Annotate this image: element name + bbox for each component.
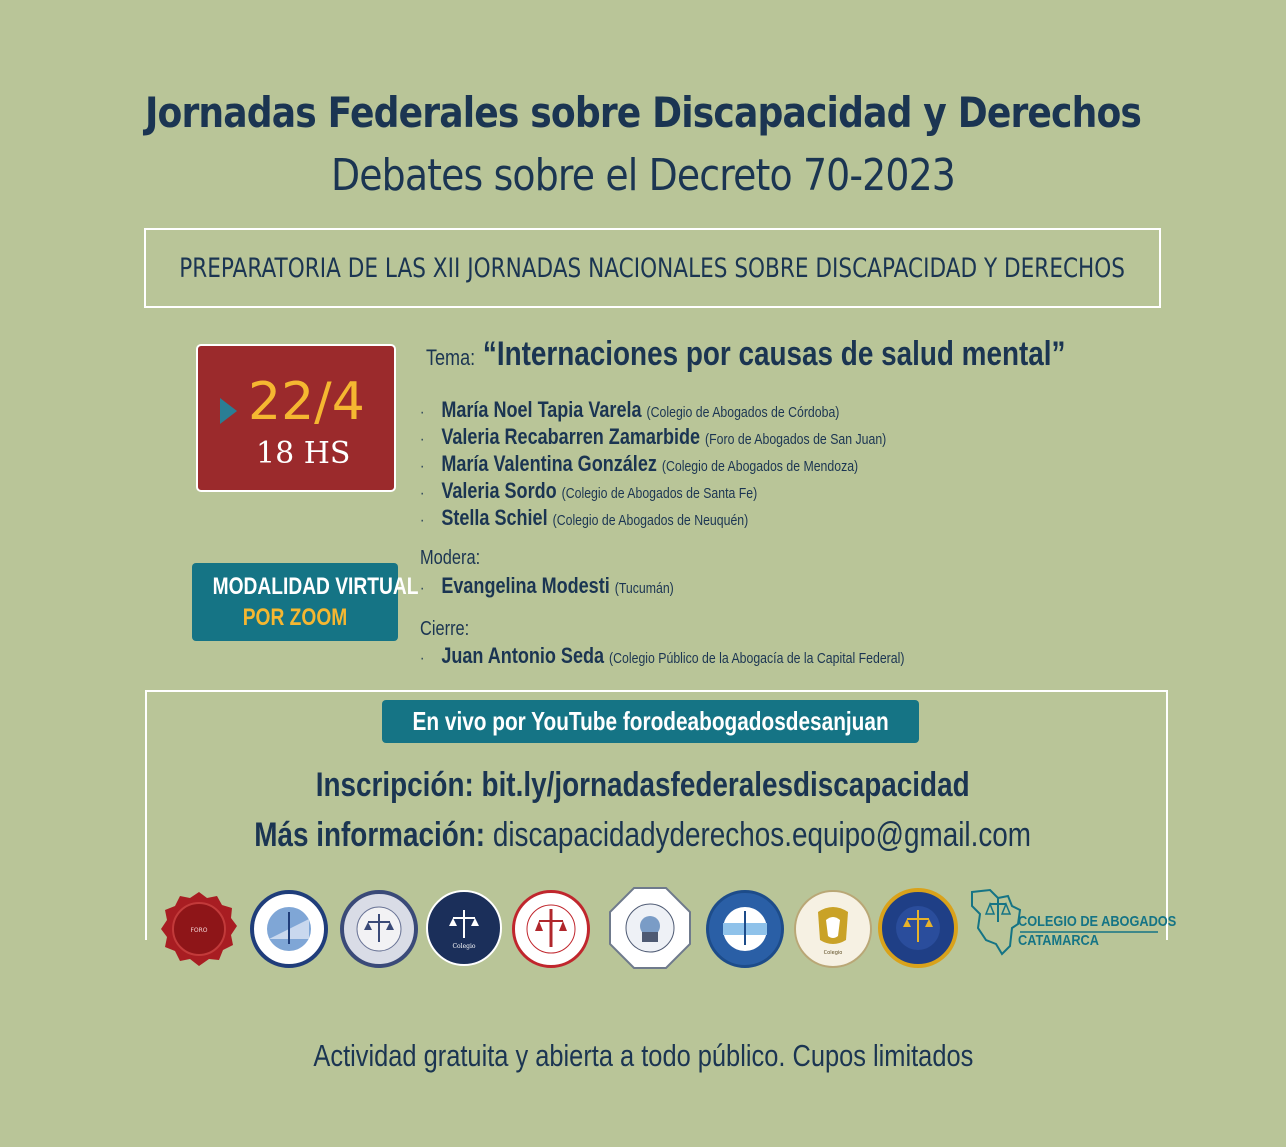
- modera-list: [420, 573, 729, 600]
- colegio-abogados-cordoba-logo: [250, 890, 328, 968]
- svg-text:Colegio: Colegio: [452, 943, 476, 950]
- date-badge: [196, 344, 396, 492]
- speaker-affiliation: (Colegio de Abogados de Mendoza): [661, 458, 859, 475]
- moderator-name: Evangelina Modesti: [441, 573, 610, 598]
- youtube-banner[interactable]: [382, 700, 919, 743]
- speaker-affiliation: (Colegio de Abogados de Córdoba): [646, 404, 840, 421]
- list-item: [420, 478, 989, 505]
- speaker-affiliation: (Colegio de Abogados de Santa Fe): [561, 485, 758, 502]
- event-title: Jornadas Federales sobre Discapacidad y Derechos: [144, 88, 1142, 137]
- speaker-name: Valeria Sordo: [441, 478, 557, 503]
- colegio-abogados-procuradores-logo: [512, 890, 590, 968]
- more-info-label: Más información:: [254, 816, 486, 854]
- bullet: ·: [420, 485, 425, 502]
- bullet: ·: [420, 404, 425, 421]
- more-info-line: [0, 816, 1286, 855]
- colegio-abogados-catamarca-logo: [968, 888, 1177, 958]
- list-item: [420, 424, 989, 451]
- bullet: ·: [420, 431, 425, 448]
- bullet: ·: [420, 580, 425, 597]
- registration-link[interactable]: bit.ly/jornadasfederalesdiscapacidad: [481, 766, 970, 804]
- bullet: ·: [420, 650, 425, 667]
- bullet: ·: [420, 458, 425, 475]
- list-item: [420, 573, 729, 600]
- footer-note: [0, 1038, 1286, 1074]
- list-item: [420, 451, 989, 478]
- event-subtitle: Debates sobre el Decreto 70-2023: [330, 150, 956, 201]
- colegio-publico-capital-federal-logo: [608, 886, 692, 970]
- speaker-name: María Valentina González: [441, 451, 657, 476]
- cierre-list: [420, 643, 1011, 670]
- list-item: [420, 397, 989, 424]
- speaker-name: Stella Schiel: [441, 505, 548, 530]
- registration-label: Inscripción:: [316, 766, 475, 804]
- foro-abogados-san-juan-logo: [160, 890, 238, 968]
- speaker-name: María Noel Tapia Varela: [441, 397, 642, 422]
- speaker-list: [420, 397, 989, 532]
- colegio-abogados-navy-logo: [426, 890, 502, 966]
- colegio-abogados-circunscripcion-logo: [794, 890, 872, 968]
- modality-line2: POR ZOOM: [242, 604, 348, 631]
- svg-text:Colegio: Colegio: [823, 950, 843, 956]
- preparatoria-text: PREPARATORIA DE LAS XII JORNADAS NACIONALES SOBRE DISCAPACIDAD Y DERECHOS: [179, 252, 1126, 284]
- registration-line: [0, 766, 1286, 805]
- bullet: ·: [420, 512, 425, 529]
- cierre-label: Cierre:: [420, 618, 470, 640]
- contact-email[interactable]: discapacidadyderechos.equipo@gmail.com: [493, 816, 1032, 854]
- speaker-affiliation: (Foro de Abogados de San Juan): [705, 431, 887, 448]
- modality-badge: [192, 563, 419, 641]
- colegio-abogados-tucuman-logo: [340, 890, 418, 968]
- speaker-affiliation: (Colegio de Abogados de Neuquén): [552, 512, 749, 529]
- svg-text:FORO: FORO: [190, 927, 208, 934]
- tema-value: “Internaciones por causas de salud mental”: [482, 335, 1066, 373]
- closing-speaker-affiliation: (Colegio Público de la Abogacía de la Capital Federal): [609, 650, 905, 667]
- preparatoria-box: [144, 228, 1161, 308]
- modality-line1: MODALIDAD VIRTUAL: [212, 573, 419, 600]
- colegio-abogados-rafaela-logo: [878, 888, 958, 968]
- tema: [426, 335, 1206, 374]
- speaker-name: Valeria Recabarren Zamarbide: [441, 424, 701, 449]
- colegio-abogados-santa-fe-logo: [706, 890, 784, 968]
- tema-label: Tema:: [426, 345, 476, 370]
- modera-label: Modera:: [420, 547, 481, 569]
- catamarca-line2: CATAMARCA: [1018, 932, 1099, 949]
- play-icon: [220, 398, 237, 424]
- list-item: [420, 505, 989, 532]
- event-time: 18 HS: [256, 436, 351, 471]
- list-item: [420, 643, 1011, 670]
- footer-text: Actividad gratuita y abierta a todo público. Cupos limitados: [313, 1038, 973, 1073]
- moderator-affiliation: (Tucumán): [614, 580, 674, 597]
- closing-speaker-name: Juan Antonio Seda: [441, 643, 605, 668]
- youtube-text: En vivo por YouTube forodeabogadosdesanjuan: [412, 706, 889, 736]
- event-date: 22/4: [248, 372, 365, 432]
- catamarca-line1: COLEGIO DE ABOGADOS: [1018, 913, 1177, 930]
